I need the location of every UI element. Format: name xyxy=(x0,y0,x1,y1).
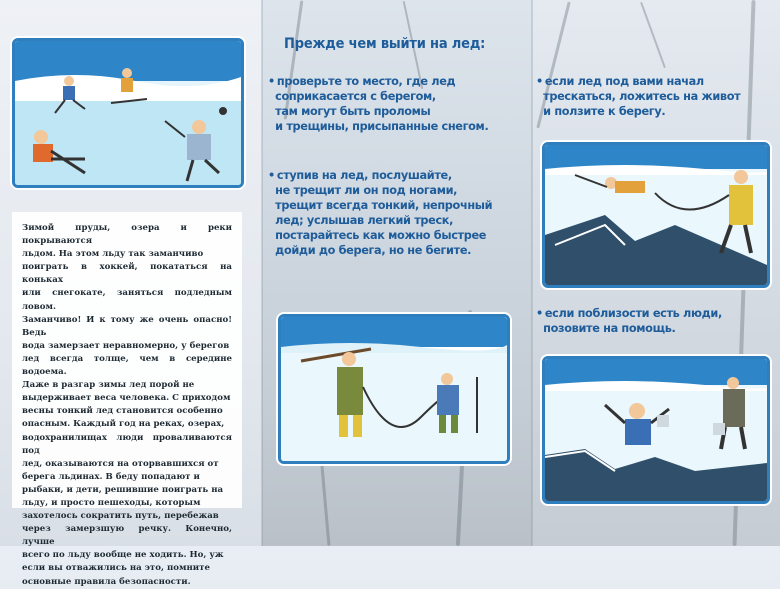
fold-line xyxy=(531,0,533,546)
illustration-falling-through-ice xyxy=(542,356,770,504)
tip-check-shore: • проверьте то место, где лед соприкасается с берегом, там могут быть проломы и трещины, присыпанные снегом. xyxy=(268,75,489,133)
tip-crawl-to-shore: • если лед под вами начал трескаться, ложитесь на живот и ползите к берегу. xyxy=(536,75,741,118)
tip-listen-ice: • ступив на лед, послушайте, не трещит ли он под ногами, трещит всегда тонкий, непрочный лед; услышав легкий треск, постарайтесь как можно быстрее дойди до берега, но не бегите. xyxy=(268,169,493,257)
intro-paragraph: Зимой пруды, озера и реки покрываются льдом. На этом льду так заманчиво поиграть в хоккей, покататься на коньках или снегокате, заняться подледным ловом. Заманчиво! И к тому же очень опасно! Ведь вода замерзает неравномерно, у берегов лед всегда толще, чем в середине водоема. Даже в разгар зимы лед порой не выдерживает веса человека. С приходом весны тонкий лед становится особенно опасным. Каждый год на реках, озерах, водохранилищах люди проваливаются под лед, оказываются на оторвавшихся от берега льдинах. В беду попадают и рыбаки, и дети, решившие поиграть на льду, и просто пешеходы, которым захотелось сократить путь, перебежав через замерзшую речку. Конечно, лучше всего по льду вообще не ходить. Но, уж если вы отважились на это, помните основные правила безопасности. xyxy=(22,223,232,587)
fold-line xyxy=(261,0,263,546)
illustration-fishermen xyxy=(278,314,510,464)
illustration-children-skating xyxy=(12,38,244,188)
bullet-icon: • xyxy=(536,75,543,88)
bullet-icon: • xyxy=(268,75,275,88)
illustration-crawling-on-ice xyxy=(542,142,770,288)
bullet-icon: • xyxy=(268,169,275,182)
tip-call-for-help: • если поблизости есть люди, позовите на помощь. xyxy=(536,307,722,335)
section-heading: Прежде чем выйти на лед: xyxy=(284,36,486,52)
intro-text-box xyxy=(12,212,242,587)
bullet-icon: • xyxy=(536,307,543,320)
